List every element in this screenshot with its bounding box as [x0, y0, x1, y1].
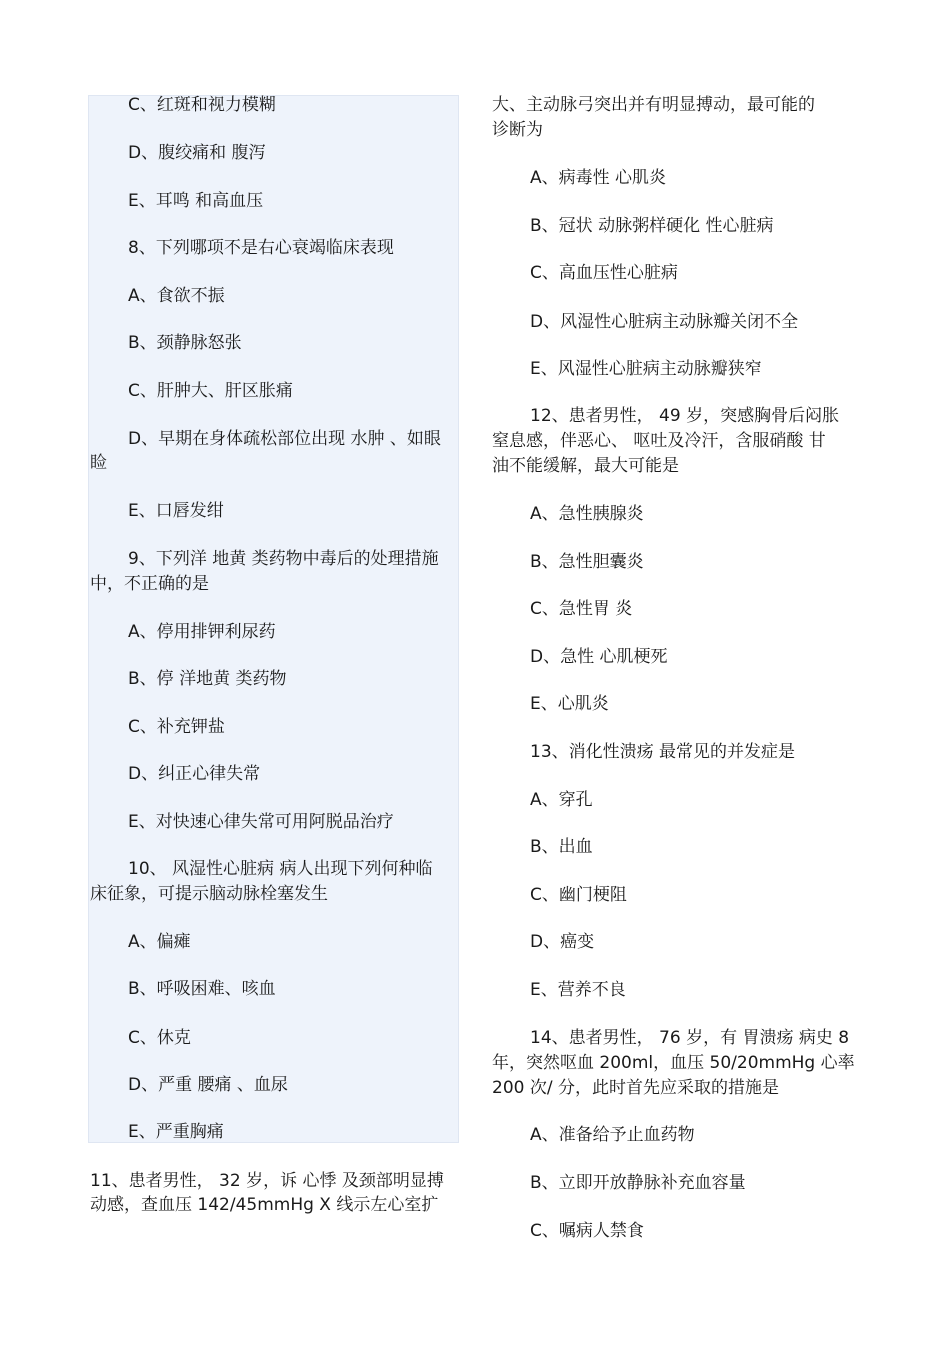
- q14-option-b: B、立即开放静脉补充血容量: [530, 1173, 746, 1193]
- q12-option-a: A、急性胰腺炎: [530, 504, 644, 524]
- q13-option-d: D、癌变: [530, 932, 595, 952]
- q7-option-e: E、耳鸣 和高血压: [128, 191, 264, 211]
- q8-option-b: B、颈静脉怒张: [128, 333, 242, 353]
- q14-option-a: A、准备给予止血药物: [530, 1125, 695, 1145]
- q14-stem-line3: 200 次/ 分，此时首先应采取的措施是: [492, 1078, 779, 1098]
- q14-stem-line1: 14、患者男性， 76 岁，有 胃溃疡 病史 8: [530, 1028, 850, 1048]
- q11-cont-line1: 大、主动脉弓突出并有明显搏动，最可能的: [492, 95, 815, 115]
- q8-option-c: C、肝肿大、肝区胀痛: [128, 381, 293, 401]
- q12-stem-line3: 油不能缓解，最大可能是: [492, 456, 679, 476]
- q8-option-d-cont: 睑: [90, 453, 107, 473]
- q12-option-b: B、急性胆囊炎: [530, 552, 644, 572]
- q11-option-b: B、冠状 动脉粥样硬化 性心脏病: [530, 216, 774, 236]
- q11-option-a: A、病毒性 心肌炎: [530, 168, 667, 188]
- q13-option-a: A、穿孔: [530, 790, 593, 810]
- q11-option-e: E、风湿性心脏病主动脉瓣狭窄: [530, 359, 762, 379]
- q12-option-e: E、心肌炎: [530, 694, 609, 714]
- q10-stem-line2: 床征象，可提示脑动脉栓塞发生: [90, 884, 328, 904]
- q12-stem-line2: 窒息感，伴恶心、 呕吐及冷汗，含服硝酸 甘: [492, 431, 826, 451]
- q9-option-e: E、对快速心律失常可用阿脱品治疗: [128, 812, 394, 832]
- q9-option-b: B、停 洋地黄 类药物: [128, 669, 287, 689]
- q12-stem-line1: 12、患者男性， 49 岁，突感胸骨后闷胀: [530, 406, 840, 426]
- q8-stem: 8、下列哪项不是右心衰竭临床表现: [128, 238, 394, 258]
- q14-option-c: C、嘱病人禁食: [530, 1221, 644, 1241]
- q13-option-e: E、营养不良: [530, 980, 626, 1000]
- q10-option-b: B、呼吸困难、咳血: [128, 979, 276, 999]
- q10-option-a: A、偏瘫: [128, 932, 191, 952]
- q11-option-c: C、高血压性心脏病: [530, 263, 678, 283]
- q8-option-d: D、早期在身体疏松部位出现 水肿 、如眼: [128, 429, 441, 449]
- q8-option-a: A、食欲不振: [128, 286, 225, 306]
- q13-option-c: C、幽门梗阻: [530, 885, 627, 905]
- q11-option-d: D、风湿性心脏病主动脉瓣关闭不全: [530, 312, 799, 332]
- q11-stem-line1: 11、患者男性， 32 岁，诉 心悸 及颈部明显搏: [90, 1171, 444, 1191]
- q10-option-c: C、休克: [128, 1028, 191, 1048]
- q9-stem-line1: 9、下列洋 地黄 类药物中毒后的处理措施: [128, 549, 439, 569]
- q12-option-d: D、急性 心肌梗死: [530, 647, 668, 667]
- q9-option-a: A、停用排钾利尿药: [128, 622, 276, 642]
- q11-stem-line2: 动感，查血压 142/45mmHg X 线示左心室扩: [90, 1195, 439, 1215]
- q11-cont-line2: 诊断为: [492, 120, 543, 140]
- q8-option-e: E、口唇发绀: [128, 501, 224, 521]
- q9-stem-line2: 中，不正确的是: [90, 574, 209, 594]
- q7-option-d: D、腹绞痛和 腹泻: [128, 143, 266, 163]
- q13-option-b: B、出血: [530, 837, 593, 857]
- q12-option-c: C、急性胃 炎: [530, 599, 633, 619]
- q14-stem-line2: 年，突然呕血 200ml，血压 50/20mmHg 心率: [492, 1053, 855, 1073]
- q13-stem: 13、消化性溃疡 最常见的并发症是: [530, 742, 796, 762]
- q10-option-e: E、严重胸痛: [128, 1122, 224, 1142]
- q7-option-c: C、红斑和视力模糊: [128, 95, 276, 115]
- q10-stem-line1: 10、 风湿性心脏病 病人出现下列何种临: [128, 859, 433, 879]
- q9-option-d: D、纠正心律失常: [128, 764, 261, 784]
- q9-option-c: C、补充钾盐: [128, 717, 225, 737]
- q10-option-d: D、严重 腰痛 、血尿: [128, 1075, 288, 1095]
